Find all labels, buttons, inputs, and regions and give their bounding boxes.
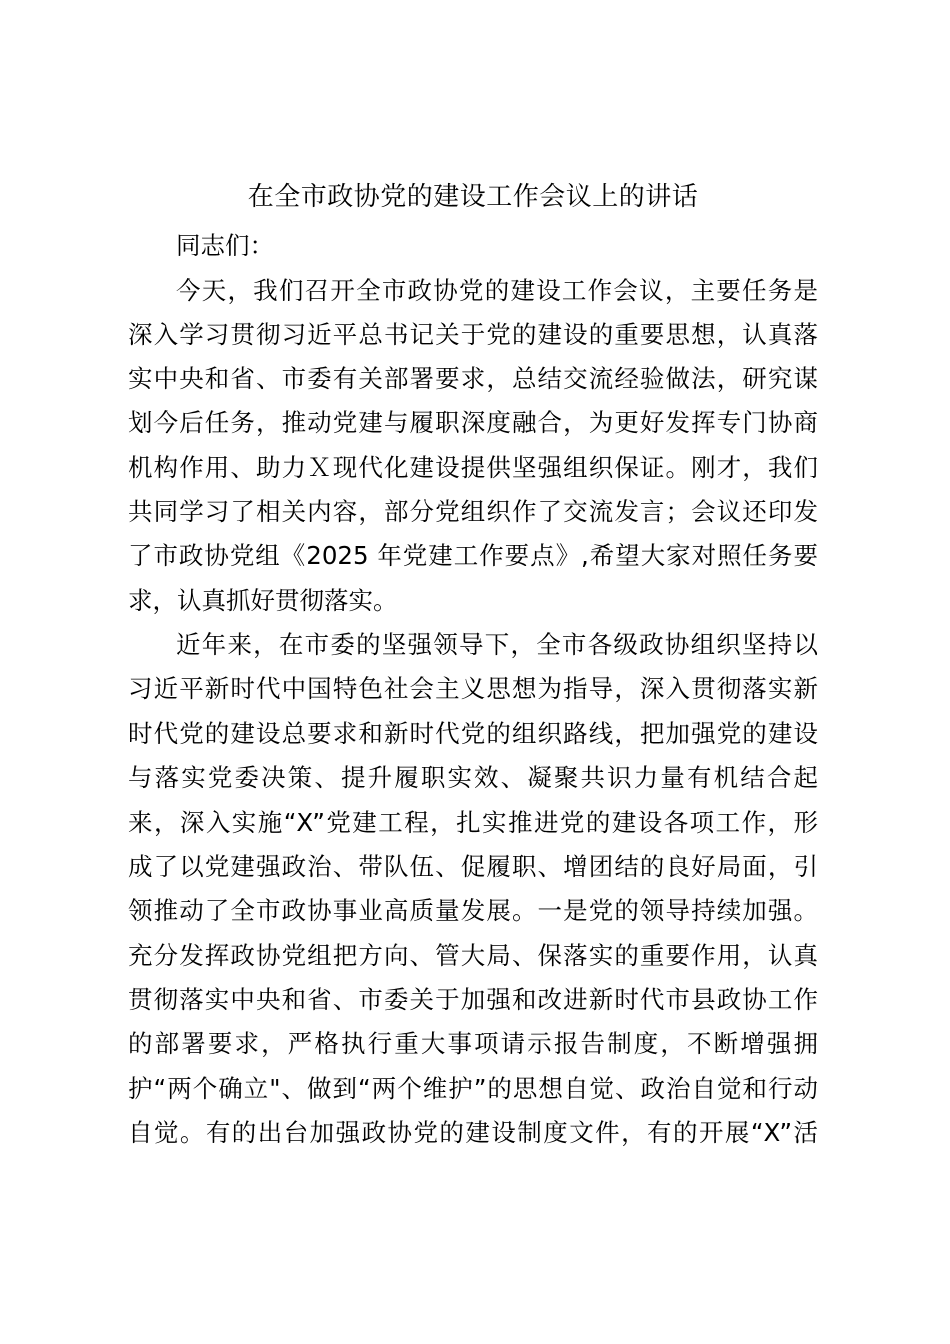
text-line: 深入学习贯彻习近平总书记关于党的建设的重要思想，认真落 [128, 320, 818, 349]
text-line: 贯彻落实中央和省、市委关于加强和改进新时代市县政协工作 [128, 985, 818, 1014]
text-line: 了市政协党组《2025 年党建工作要点》,希望大家对照任务要 [128, 541, 818, 570]
text-line: 实中央和省、市委有关部署要求，总结交流经验做法，研究谋 [128, 364, 818, 393]
text-line: 机构作用、助力Ｘ现代化建设提供坚强组织保证。刚才，我们 [128, 453, 818, 482]
text-line: 近年来，在市委的坚强领导下，全市各级政协组织坚持以 [176, 630, 818, 659]
text-line: 时代党的建设总要求和新时代党的组织路线，把加强党的建设 [128, 719, 818, 748]
text-line: 习近平新时代中国特色社会主义思想为指导，深入贯彻落实新 [128, 674, 818, 703]
text-line: 划今后任务，推动党建与履职深度融合，为更好发挥专门协商 [128, 408, 818, 437]
text-line: 求，认真抓好贯彻落实。 [128, 586, 398, 615]
document-title: 在全市政协党的建设工作会议上的讲话 [247, 182, 699, 212]
text-line: 今天，我们召开全市政协党的建设工作会议，主要任务是 [176, 276, 818, 305]
text-line: 护“两个确立"、做到“两个维护”的思想自觉、政治自觉和行动 [128, 1074, 818, 1103]
text-line: 的部署要求，严格执行重大事项请示报告制度，不断增强拥 [128, 1029, 818, 1058]
text-line: 自觉。有的出台加强政协党的建设制度文件，有的开展“X”活 [128, 1118, 818, 1147]
text-line: 充分发挥政协党组把方向、管大局、保落实的重要作用，认真 [128, 941, 818, 970]
text-line: 来，深入实施“X”党建工程，扎实推进党的建设各项工作，形 [128, 808, 818, 837]
text-line: 共同学习了相关内容，部分党组织作了交流发言；会议还印发 [128, 497, 818, 526]
salutation: 同志们： [176, 231, 274, 260]
text-line: 与落实党委决策、提升履职实效、凝聚共识力量有机结合起 [128, 763, 818, 792]
text-line: 成了以党建强政治、带队伍、促履职、增团结的良好局面，引 [128, 852, 818, 881]
text-line: 领推动了全市政协事业高质量发展。一是党的领导持续加强。 [128, 896, 818, 925]
